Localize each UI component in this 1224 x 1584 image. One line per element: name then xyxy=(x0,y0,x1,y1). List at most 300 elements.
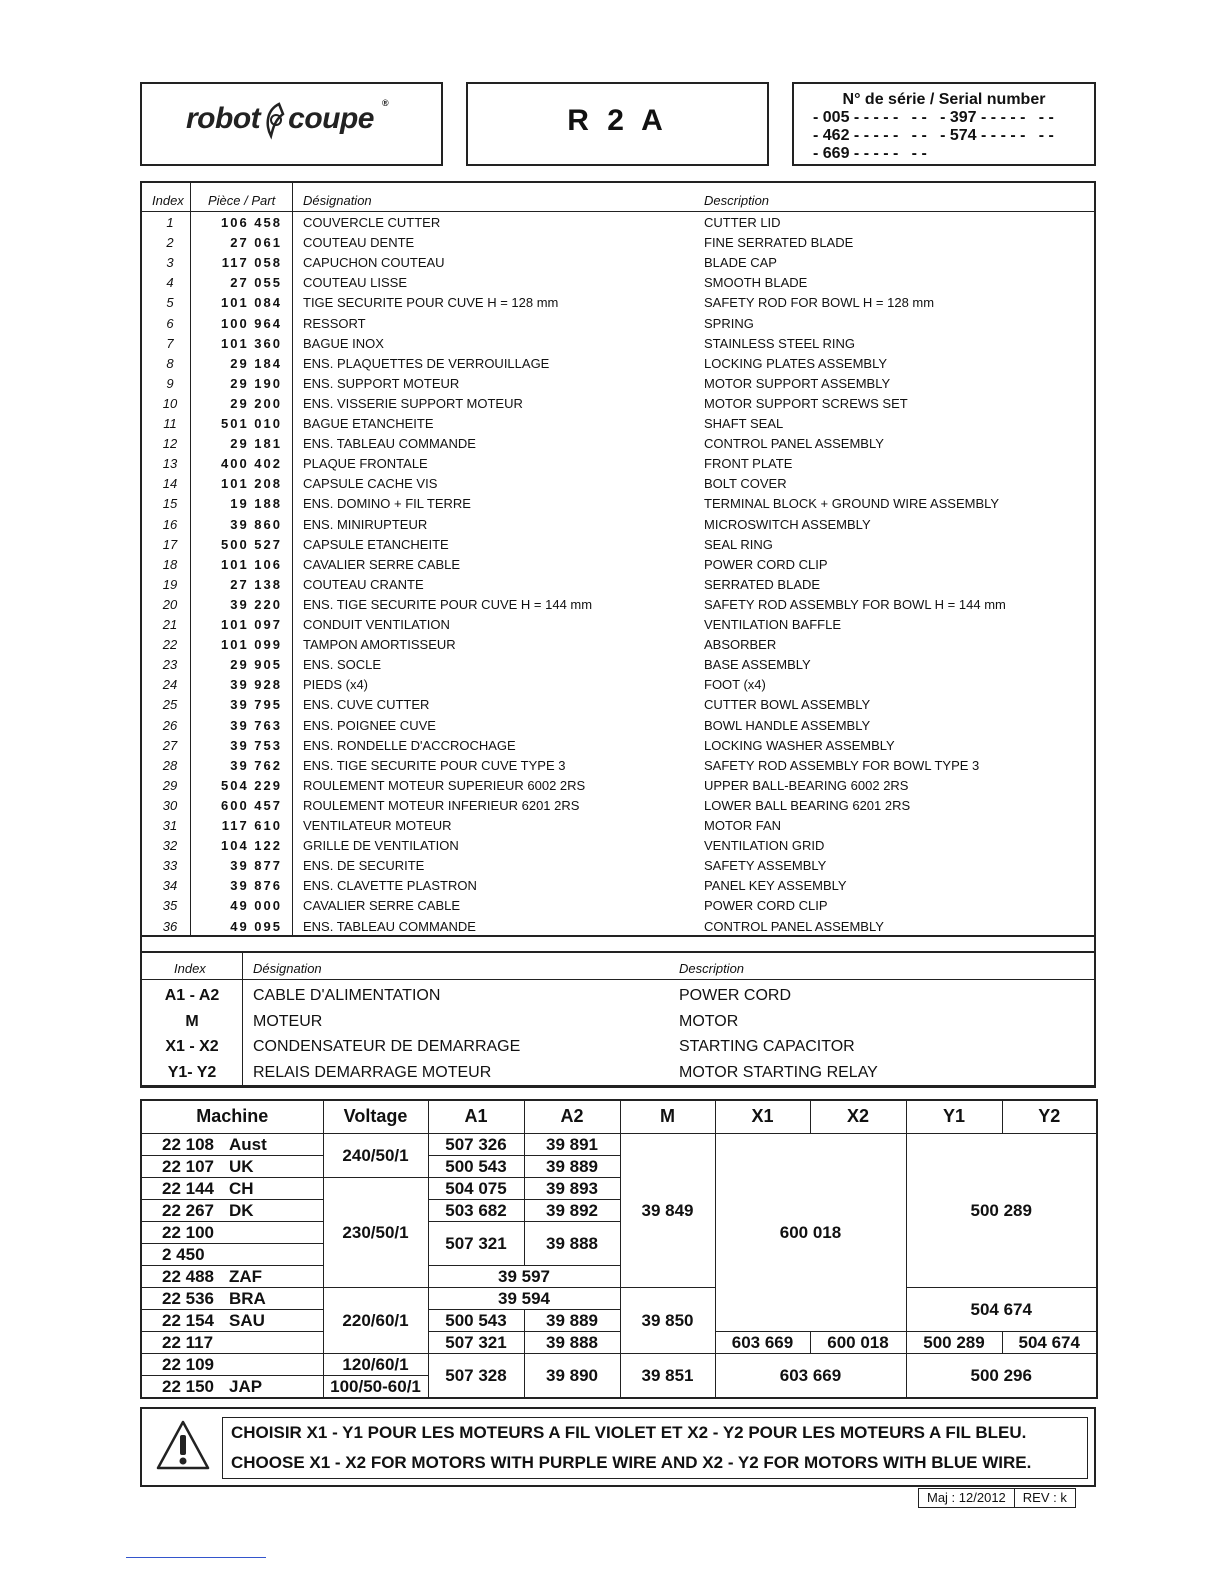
part-number: 39 762 xyxy=(230,757,282,773)
part-number: 27 138 xyxy=(230,576,282,592)
machine-country: SAU xyxy=(223,1309,323,1331)
description: MOTOR xyxy=(679,1012,739,1030)
designation: ENS. PLAQUETTES DE VERROUILLAGE xyxy=(303,355,550,371)
designation: CABLE D'ALIMENTATION xyxy=(253,987,441,1004)
table-row xyxy=(142,816,1094,836)
model-name: R 2 A xyxy=(567,104,668,137)
row-index: 18 xyxy=(162,556,178,572)
table-row xyxy=(142,595,1094,615)
table-separator xyxy=(142,1085,1094,1087)
table-row xyxy=(142,1009,1094,1034)
machine-country: UK xyxy=(223,1155,323,1177)
header-m: M xyxy=(620,1100,715,1133)
elec-header-divider xyxy=(142,979,1094,980)
row-index: 6 xyxy=(166,315,174,331)
elec-header-designation: Désignation xyxy=(253,961,322,976)
designation: ENS. RONDELLE D'ACCROCHAGE xyxy=(303,737,516,753)
table-row xyxy=(142,454,1094,474)
a1-cell: 503 682 xyxy=(428,1199,524,1221)
designation: ENS. CLAVETTE PLASTRON xyxy=(303,878,477,894)
row-index: 25 xyxy=(162,697,178,713)
description: SERRATED BLADE xyxy=(704,576,821,592)
part-number: 101 106 xyxy=(221,556,282,572)
row-index: 11 xyxy=(163,416,177,431)
logo-box xyxy=(140,82,443,166)
x-cell: 603 669 xyxy=(715,1353,906,1398)
part-number: 600 457 xyxy=(221,797,282,813)
description: ABSORBER xyxy=(704,637,777,653)
revision: REV : k xyxy=(1014,1489,1075,1507)
description: CUTTER LID xyxy=(704,215,781,230)
row-index: 30 xyxy=(162,797,178,813)
warning-text-box xyxy=(222,1417,1088,1479)
description: FRONT PLATE xyxy=(704,456,793,472)
table-row xyxy=(141,1353,1097,1375)
serial-line: - 005 - - - - - - - - 397 - - - - - - - xyxy=(813,109,1054,126)
row-index: 26 xyxy=(162,717,178,733)
machine-number: 22 150 xyxy=(141,1375,223,1398)
designation: COUTEAU CRANTE xyxy=(303,576,424,592)
designation: ENS. TABLEAU COMMANDE xyxy=(303,436,476,452)
row-index: 22 xyxy=(162,637,178,653)
table-row xyxy=(142,273,1094,293)
machine-number: 22 117 xyxy=(141,1331,223,1353)
designation: TIGE SECURITE POUR CUVE H = 128 mm xyxy=(303,295,559,311)
designation: CAPSULE ETANCHEITE xyxy=(303,536,449,552)
description: BOLT COVER xyxy=(704,476,787,492)
header-voltage: Voltage xyxy=(323,1100,428,1133)
a2-cell: 39 892 xyxy=(524,1199,620,1221)
machine-country xyxy=(223,1353,323,1375)
a1a2-cell: 39 594 xyxy=(428,1287,620,1309)
a1-cell: 507 326 xyxy=(428,1133,524,1155)
update-date: Maj : 12/2012 xyxy=(927,1490,1006,1505)
table-row xyxy=(142,394,1094,414)
designation: ROULEMENT MOTEUR SUPERIEUR 6002 2RS xyxy=(303,777,586,793)
machine-number: 22 267 xyxy=(141,1199,223,1221)
registered-mark: ® xyxy=(382,98,389,108)
a2-cell: 39 893 xyxy=(524,1177,620,1199)
row-index: 31 xyxy=(162,818,178,833)
footer-link-underline xyxy=(126,1557,266,1558)
designation: ENS. SOCLE xyxy=(303,657,382,673)
table-row xyxy=(142,555,1094,575)
table-row xyxy=(142,876,1094,896)
table-row xyxy=(142,1060,1094,1085)
table-row xyxy=(142,575,1094,595)
machine-country: JAP xyxy=(223,1375,323,1398)
elec-header-description: Description xyxy=(679,961,745,976)
description: MOTOR SUPPORT ASSEMBLY xyxy=(704,375,891,391)
description: SEAL RING xyxy=(704,536,773,552)
voltage-cell: 240/50/1 xyxy=(323,1133,428,1177)
designation: VENTILATEUR MOTEUR xyxy=(303,818,452,833)
machine-number: 22 144 xyxy=(141,1177,223,1199)
model-box xyxy=(466,82,769,166)
designation: CONDUIT VENTILATION xyxy=(303,617,450,632)
machine-country: ZAF xyxy=(223,1265,323,1287)
x1-cell: 603 669 xyxy=(715,1331,810,1353)
a1a2-cell: 39 597 xyxy=(428,1265,620,1287)
parts-table xyxy=(140,181,1096,1088)
description: MOTOR STARTING RELAY xyxy=(679,1063,878,1081)
a1-cell: 507 328 xyxy=(428,1353,524,1398)
a2-cell: 39 888 xyxy=(524,1221,620,1265)
description: SAFETY ROD ASSEMBLY FOR BOWL TYPE 3 xyxy=(704,757,980,773)
row-index: 28 xyxy=(162,757,178,773)
table-row xyxy=(142,293,1094,313)
table-row xyxy=(142,917,1094,937)
row-index: 9 xyxy=(166,375,174,391)
description: UPPER BALL-BEARING 6002 2RS xyxy=(704,777,909,793)
table-separator xyxy=(142,935,1094,937)
designation: RELAIS DEMARRAGE MOTEUR xyxy=(253,1063,492,1081)
table-row xyxy=(142,736,1094,756)
description: VENTILATION BAFFLE xyxy=(704,617,842,632)
row-index: 1 xyxy=(166,215,174,230)
description: LOCKING WASHER ASSEMBLY xyxy=(704,737,895,753)
x-cell: 600 018 xyxy=(715,1133,906,1331)
row-index: 36 xyxy=(162,918,178,934)
row-index: 10 xyxy=(162,395,178,411)
machine-country: CH xyxy=(223,1177,323,1199)
table-row xyxy=(142,374,1094,394)
row-index: 27 xyxy=(162,737,178,753)
row-index: 13 xyxy=(162,456,178,472)
serial-line: - 462 - - - - - - - - 574 - - - - - - - xyxy=(813,127,1054,144)
a2-cell: 39 889 xyxy=(524,1309,620,1331)
part-number: 117 058 xyxy=(221,255,282,271)
elec-index: Y1- Y2 xyxy=(167,1063,217,1081)
part-number: 104 122 xyxy=(221,838,282,854)
part-number: 27 055 xyxy=(230,275,282,291)
logo-knife-icon xyxy=(261,100,287,140)
designation: RESSORT xyxy=(303,315,366,331)
table-row xyxy=(142,494,1094,514)
table-row xyxy=(142,655,1094,675)
designation: ENS. TIGE SECURITE POUR CUVE TYPE 3 xyxy=(303,757,566,773)
designation: ENS. DE SECURITE xyxy=(303,858,425,874)
row-index: 34 xyxy=(162,878,178,894)
designation: CAPSULE CACHE VIS xyxy=(303,476,438,492)
row-index: 15 xyxy=(162,496,178,512)
row-index: 17 xyxy=(162,536,178,552)
description: FINE SERRATED BLADE xyxy=(704,235,854,251)
table-row xyxy=(142,635,1094,655)
elec-index: A1 - A2 xyxy=(164,987,220,1004)
machine-country: BRA xyxy=(223,1287,323,1309)
designation: PLAQUE FRONTALE xyxy=(303,456,428,472)
description: BOWL HANDLE ASSEMBLY xyxy=(704,717,871,733)
row-index: 16 xyxy=(162,516,178,532)
warning-line-fr: CHOISIR X1 - Y1 POUR LES MOTEURS A FIL VIOLET ET X2 - Y2 POUR LES MOTEURS A FIL BLEU. xyxy=(231,1423,1027,1442)
designation: ENS. POIGNEE CUVE xyxy=(303,717,436,733)
row-index: 32 xyxy=(162,838,178,854)
serial-line: - 669 - - - - - - - xyxy=(813,145,927,162)
designation: ENS. VISSERIE SUPPORT MOTEUR xyxy=(303,395,523,411)
logo-text-right: coupe xyxy=(288,101,374,135)
designation: CAPUCHON COUTEAU xyxy=(303,255,445,271)
table-row xyxy=(142,615,1094,635)
row-index: 4 xyxy=(166,275,174,291)
table-row xyxy=(142,1034,1094,1059)
designation: ENS. DOMINO + FIL TERRE xyxy=(303,496,471,512)
description: SPRING xyxy=(704,315,754,331)
part-number: 39 795 xyxy=(230,697,282,713)
machine-number: 2 450 xyxy=(141,1243,223,1265)
description: SMOOTH BLADE xyxy=(704,275,808,291)
row-index: 8 xyxy=(166,355,174,371)
description: FOOT (x4) xyxy=(704,677,766,693)
y1-cell: 500 289 xyxy=(906,1331,1002,1353)
header-index: Index xyxy=(152,193,184,208)
table-row xyxy=(142,836,1094,856)
description: BLADE CAP xyxy=(704,255,777,271)
table-row xyxy=(141,1287,1097,1309)
designation: TAMPON AMORTISSEUR xyxy=(303,637,456,653)
part-number: 101 360 xyxy=(221,335,282,351)
warning-box xyxy=(140,1407,1096,1487)
row-index: 3 xyxy=(166,255,174,271)
designation: COUTEAU DENTE xyxy=(303,235,415,251)
description: MOTOR SUPPORT SCREWS SET xyxy=(704,395,908,411)
machine-country: Aust xyxy=(223,1133,323,1155)
part-number: 501 010 xyxy=(221,416,282,431)
m-cell: 39 849 xyxy=(620,1133,715,1287)
header-x1: X1 xyxy=(715,1100,810,1133)
table-row xyxy=(142,354,1094,374)
a2-cell: 39 889 xyxy=(524,1155,620,1177)
description: POWER CORD CLIP xyxy=(704,556,828,572)
description: PANEL KEY ASSEMBLY xyxy=(704,878,847,894)
header-y2: Y2 xyxy=(1002,1100,1097,1133)
serial-number-box xyxy=(792,82,1096,166)
elec-index: M xyxy=(185,1012,199,1030)
m-cell: 39 850 xyxy=(620,1287,715,1353)
part-number: 29 184 xyxy=(230,355,282,371)
description: SAFETY ROD ASSEMBLY FOR BOWL H = 144 mm xyxy=(704,596,1006,612)
part-number: 39 876 xyxy=(230,878,282,894)
machine-country xyxy=(223,1331,323,1353)
voltage-cell: 100/50-60/1 xyxy=(323,1375,428,1398)
y2-cell: 504 674 xyxy=(1002,1331,1097,1353)
header-a2: A2 xyxy=(524,1100,620,1133)
part-number: 100 964 xyxy=(221,315,282,331)
header-x2: X2 xyxy=(810,1100,906,1133)
m-cell: 39 851 xyxy=(620,1353,715,1398)
a1-cell: 504 075 xyxy=(428,1177,524,1199)
elec-index: X1 - X2 xyxy=(165,1038,219,1055)
part-number: 39 928 xyxy=(230,677,282,693)
header-y1: Y1 xyxy=(906,1100,1002,1133)
part-number: 29 905 xyxy=(230,657,282,673)
description: TERMINAL BLOCK + GROUND WIRE ASSEMBLY xyxy=(704,496,1000,512)
part-number: 504 229 xyxy=(221,777,282,793)
description: STARTING CAPACITOR xyxy=(679,1038,855,1055)
row-index: 19 xyxy=(162,576,178,592)
designation: COUVERCLE CUTTER xyxy=(303,215,441,230)
header-machine: Machine xyxy=(141,1100,323,1133)
row-index: 24 xyxy=(162,677,178,693)
designation: ENS. MINIRUPTEUR xyxy=(303,516,428,532)
description: STAINLESS STEEL RING xyxy=(704,335,855,351)
part-number: 19 188 xyxy=(230,496,282,512)
row-index: 12 xyxy=(162,436,178,452)
machine-country: DK xyxy=(223,1199,323,1221)
table-row xyxy=(141,1331,1097,1353)
table-row xyxy=(142,776,1094,796)
description: SAFETY ROD FOR BOWL H = 128 mm xyxy=(704,295,935,311)
description: CONTROL PANEL ASSEMBLY xyxy=(704,436,884,452)
part-number: 29 190 xyxy=(230,375,282,391)
description: VENTILATION GRID xyxy=(704,838,825,854)
a2-cell: 39 890 xyxy=(524,1353,620,1398)
designation: COUTEAU LISSE xyxy=(303,275,408,291)
description: SAFETY ASSEMBLY xyxy=(704,858,827,874)
a1-cell: 507 321 xyxy=(428,1221,524,1265)
designation: ENS. CUVE CUTTER xyxy=(303,697,430,713)
row-index: 2 xyxy=(166,235,174,251)
a1-cell: 507 321 xyxy=(428,1331,524,1353)
table-row xyxy=(142,535,1094,555)
part-number: 101 097 xyxy=(221,617,282,632)
y-cell: 504 674 xyxy=(906,1287,1097,1331)
row-index: 5 xyxy=(166,295,174,311)
designation: ENS. SUPPORT MOTEUR xyxy=(303,375,460,391)
table-row xyxy=(142,515,1094,535)
machine-header-row xyxy=(141,1100,1097,1133)
row-index: 35 xyxy=(162,898,178,914)
machine-number: 22 488 xyxy=(141,1265,223,1287)
header-designation: Désignation xyxy=(303,193,372,208)
designation: ROULEMENT MOTEUR INFERIEUR 6201 2RS xyxy=(303,797,580,813)
description: CONTROL PANEL ASSEMBLY xyxy=(704,918,884,934)
part-number: 117 610 xyxy=(221,818,282,833)
table-row xyxy=(142,334,1094,354)
designation: CAVALIER SERRE CABLE xyxy=(303,898,461,914)
table-separator xyxy=(142,951,1094,953)
machine-number: 22 100 xyxy=(141,1221,223,1243)
designation: CAVALIER SERRE CABLE xyxy=(303,556,461,572)
a1-cell: 500 543 xyxy=(428,1309,524,1331)
table-row xyxy=(142,896,1094,916)
part-number: 39 753 xyxy=(230,737,282,753)
machine-country xyxy=(223,1243,323,1265)
warning-line-en: CHOOSE X1 - X2 FOR MOTORS WITH PURPLE WIRE AND X2 - Y2 FOR MOTORS WITH BLUE WIRE. xyxy=(231,1453,1032,1472)
table-row xyxy=(142,314,1094,334)
header-description: Description xyxy=(704,193,770,208)
table-row xyxy=(142,716,1094,736)
designation: ENS. TIGE SECURITE POUR CUVE H = 144 mm xyxy=(303,596,593,612)
row-index: 14 xyxy=(162,476,178,492)
description: CUTTER BOWL ASSEMBLY xyxy=(704,697,871,713)
voltage-cell: 120/60/1 xyxy=(323,1353,428,1375)
part-number: 49 000 xyxy=(230,898,282,914)
table-row xyxy=(142,474,1094,494)
description: POWER CORD CLIP xyxy=(704,898,828,914)
part-number: 101 099 xyxy=(221,637,282,653)
table-row xyxy=(142,856,1094,876)
description: LOWER BALL BEARING 6201 2RS xyxy=(704,797,911,813)
row-index: 29 xyxy=(162,777,178,793)
table-row xyxy=(142,695,1094,715)
header-a1: A1 xyxy=(428,1100,524,1133)
machine-number: 22 108 xyxy=(141,1133,223,1155)
designation: GRILLE DE VENTILATION xyxy=(303,838,459,854)
part-number: 39 763 xyxy=(230,717,282,733)
part-number: 106 458 xyxy=(221,215,282,230)
part-number: 39 220 xyxy=(230,596,282,612)
table-row xyxy=(142,213,1094,233)
part-number: 101 084 xyxy=(221,295,282,311)
table-row xyxy=(141,1133,1097,1155)
warning-triangle-icon xyxy=(155,1419,211,1471)
part-number: 39 877 xyxy=(230,858,282,874)
a2-cell: 39 888 xyxy=(524,1331,620,1353)
elec-header-index: Index xyxy=(174,961,206,976)
table-row xyxy=(142,983,1094,1008)
machine-number: 22 107 xyxy=(141,1155,223,1177)
row-index: 21 xyxy=(162,617,178,632)
part-number: 500 527 xyxy=(221,536,282,552)
y-cell: 500 289 xyxy=(906,1133,1097,1287)
table-row xyxy=(142,675,1094,695)
part-number: 39 860 xyxy=(230,516,282,532)
table-row xyxy=(142,434,1094,454)
header-part: Pièce / Part xyxy=(208,193,276,208)
part-number: 27 061 xyxy=(230,235,282,251)
x2-cell: 600 018 xyxy=(810,1331,906,1353)
table-row xyxy=(142,796,1094,816)
logo-text-left: robot xyxy=(186,101,261,135)
description: BASE ASSEMBLY xyxy=(704,657,811,673)
revision-footer xyxy=(918,1488,1076,1508)
description: MOTOR FAN xyxy=(704,818,782,833)
table-row xyxy=(142,233,1094,253)
designation: PIEDS (x4) xyxy=(303,677,369,693)
machine-country xyxy=(223,1221,323,1243)
row-index: 23 xyxy=(162,657,178,673)
y-cell: 500 296 xyxy=(906,1353,1097,1398)
machine-number: 22 154 xyxy=(141,1309,223,1331)
machine-number: 22 536 xyxy=(141,1287,223,1309)
voltage-cell: 220/60/1 xyxy=(323,1287,428,1353)
table-row xyxy=(142,414,1094,434)
machine-number: 22 109 xyxy=(141,1353,223,1375)
robot-coupe-logo xyxy=(186,100,374,140)
machine-table xyxy=(140,1099,1098,1399)
voltage-cell: 230/50/1 xyxy=(323,1177,428,1287)
designation: MOTEUR xyxy=(253,1012,323,1030)
description: SHAFT SEAL xyxy=(704,416,784,431)
designation: ENS. TABLEAU COMMANDE xyxy=(303,918,476,934)
part-number: 29 200 xyxy=(230,395,282,411)
designation: CONDENSATEUR DE DEMARRAGE xyxy=(253,1038,521,1055)
designation: BAGUE INOX xyxy=(303,335,384,351)
table-row xyxy=(142,253,1094,273)
part-number: 101 208 xyxy=(221,476,282,492)
row-index: 7 xyxy=(166,335,174,351)
row-index: 20 xyxy=(162,596,178,612)
table-row xyxy=(142,756,1094,776)
row-index: 33 xyxy=(162,858,178,874)
part-number: 49 095 xyxy=(230,918,282,934)
description: MICROSWITCH ASSEMBLY xyxy=(704,516,871,532)
designation: BAGUE ETANCHEITE xyxy=(303,416,434,431)
part-number: 400 402 xyxy=(221,456,282,472)
a1-cell: 500 543 xyxy=(428,1155,524,1177)
description: POWER CORD xyxy=(679,987,791,1004)
